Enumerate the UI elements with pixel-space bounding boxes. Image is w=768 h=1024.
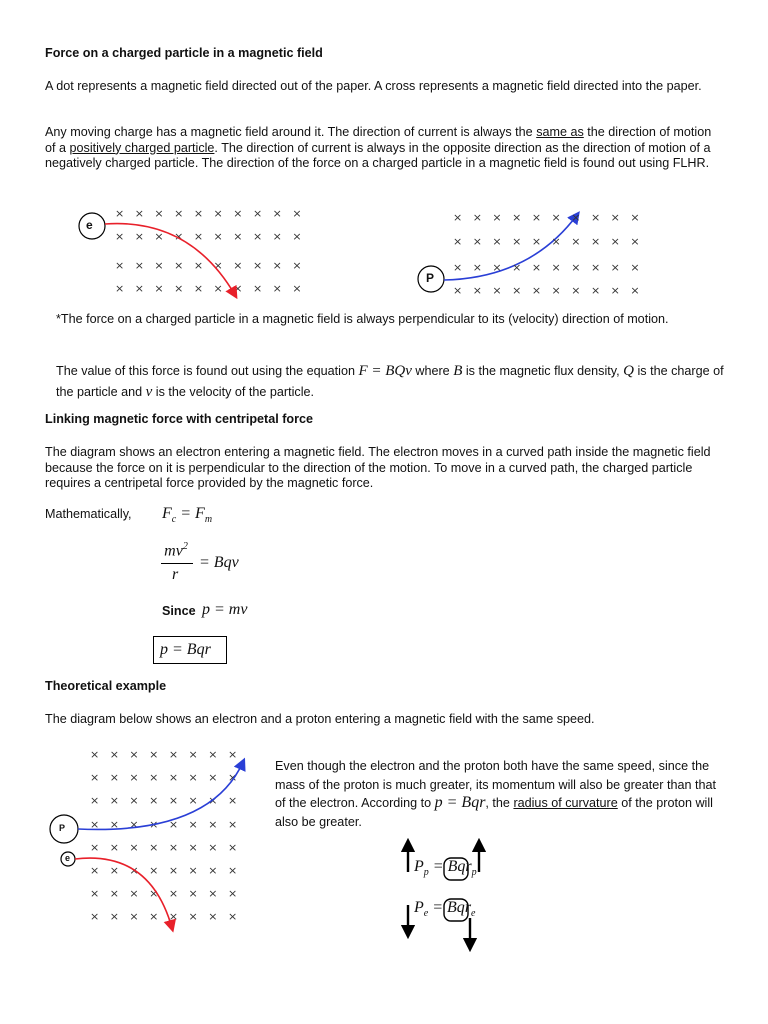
underline-same-as: same as bbox=[536, 125, 584, 139]
cross-row: × × × × × × × × bbox=[90, 818, 238, 831]
underline-positively-charged: positively charged particle bbox=[69, 140, 215, 155]
cross-row: × × × × × × × × bbox=[90, 794, 238, 807]
section1-para1: A dot represents a magnetic field directed out of the paper. A cross represents a magnetic field directed into the paper. bbox=[45, 79, 702, 93]
cross-row: × × × × × × × × × × bbox=[115, 230, 302, 243]
proton-label-2: P bbox=[59, 823, 66, 833]
diagram-right-label: P bbox=[426, 271, 435, 285]
eq-fc-fm: $F_c = F_m$ bbox=[162, 505, 213, 526]
eq-f-bqv: F = BQv bbox=[358, 363, 412, 379]
cross-row: × × × × × × × × × × bbox=[453, 261, 640, 274]
since-label: Since bbox=[162, 604, 196, 618]
boxed-eq-p-bqr: p = Bqr bbox=[153, 636, 227, 664]
eq-pe: $P_e = Bqr_e$ bbox=[414, 899, 476, 920]
cross-row: × × × × × × × × × × bbox=[453, 235, 640, 248]
electron-path-red-2 bbox=[75, 858, 172, 928]
cross-row: × × × × × × × × bbox=[90, 841, 238, 854]
eq-pp: $P_p = Bqr_p$ bbox=[414, 858, 477, 879]
electron-label-2: e bbox=[65, 853, 71, 863]
mathematically-label: Mathematically, bbox=[45, 507, 132, 521]
underline-radius-curvature: radius of curvature bbox=[513, 796, 618, 810]
section3-explanation: Even though the electron and the proton both have the same speed, since the mass of the proton is much greater, its momentum will also be greater than that of the electron. According to p = Bqr, the radius of curvature of the proton will also be greater. bbox=[275, 759, 716, 829]
proton-path-blue-2 bbox=[78, 762, 243, 829]
section1-title: Force on a charged particle in a magnetic field bbox=[45, 46, 323, 60]
cross-row: × × × × × × × × bbox=[90, 887, 238, 900]
frac-denominator: r bbox=[172, 566, 179, 583]
cross-row: × × × × × × × × × × bbox=[115, 259, 302, 272]
diagram-left-label: e bbox=[86, 218, 93, 232]
section2-title: Linking magnetic force with centripetal force bbox=[45, 412, 314, 426]
section2-para: The diagram shows an electron entering a magnetic field. The electron moves in a curved path inside the magnetic field because the force on it is perpendicular to the direction of the motion. To move in a curved path, the charged particle requires a centripetal force provided by the magnetic force. bbox=[45, 445, 711, 490]
cross-row: × × × × × × × × × × bbox=[453, 284, 640, 297]
section3-title: Theoretical example bbox=[45, 679, 167, 693]
section3-intro: The diagram below shows an electron and a proton entering a magnetic field with the same speed. bbox=[45, 712, 595, 726]
note-perpendicular: *The force on a charged particle in a magnetic field is always perpendicular to its (velocity) direction of motion. bbox=[56, 312, 669, 326]
cross-row: × × × × × × × × × × bbox=[453, 211, 640, 224]
cross-row: × × × × × × × × bbox=[90, 864, 238, 877]
cross-row: × × × × × × × × bbox=[90, 748, 238, 761]
frac-rhs: = Bqv bbox=[199, 554, 239, 571]
cross-row: × × × × × × × × bbox=[90, 910, 238, 923]
cross-row: × × × × × × × × × × bbox=[115, 207, 302, 220]
cross-row: × × × × × × × × bbox=[90, 771, 238, 784]
section1-para2: Any moving charge has a magnetic field around it. The direction of current is always the same as the direction of motion of a positively charged particle. The direction of current is always in the opposite direction as the direction of motion of a negatively charged particle. The direction of the force on a charged particle in a magnetic field is found out using FLHR. bbox=[45, 125, 712, 170]
cross-row: × × × × × × × × × × bbox=[115, 282, 302, 295]
since-eq: p = mv bbox=[202, 601, 248, 618]
force-equation-para: The value of this force is found out using the equation F = BQv where B is the magnetic flux density, Q is the charge of the particle and v is the velocity of the particle. bbox=[56, 363, 724, 400]
frac-numerator: $mv^2$ bbox=[164, 541, 188, 560]
